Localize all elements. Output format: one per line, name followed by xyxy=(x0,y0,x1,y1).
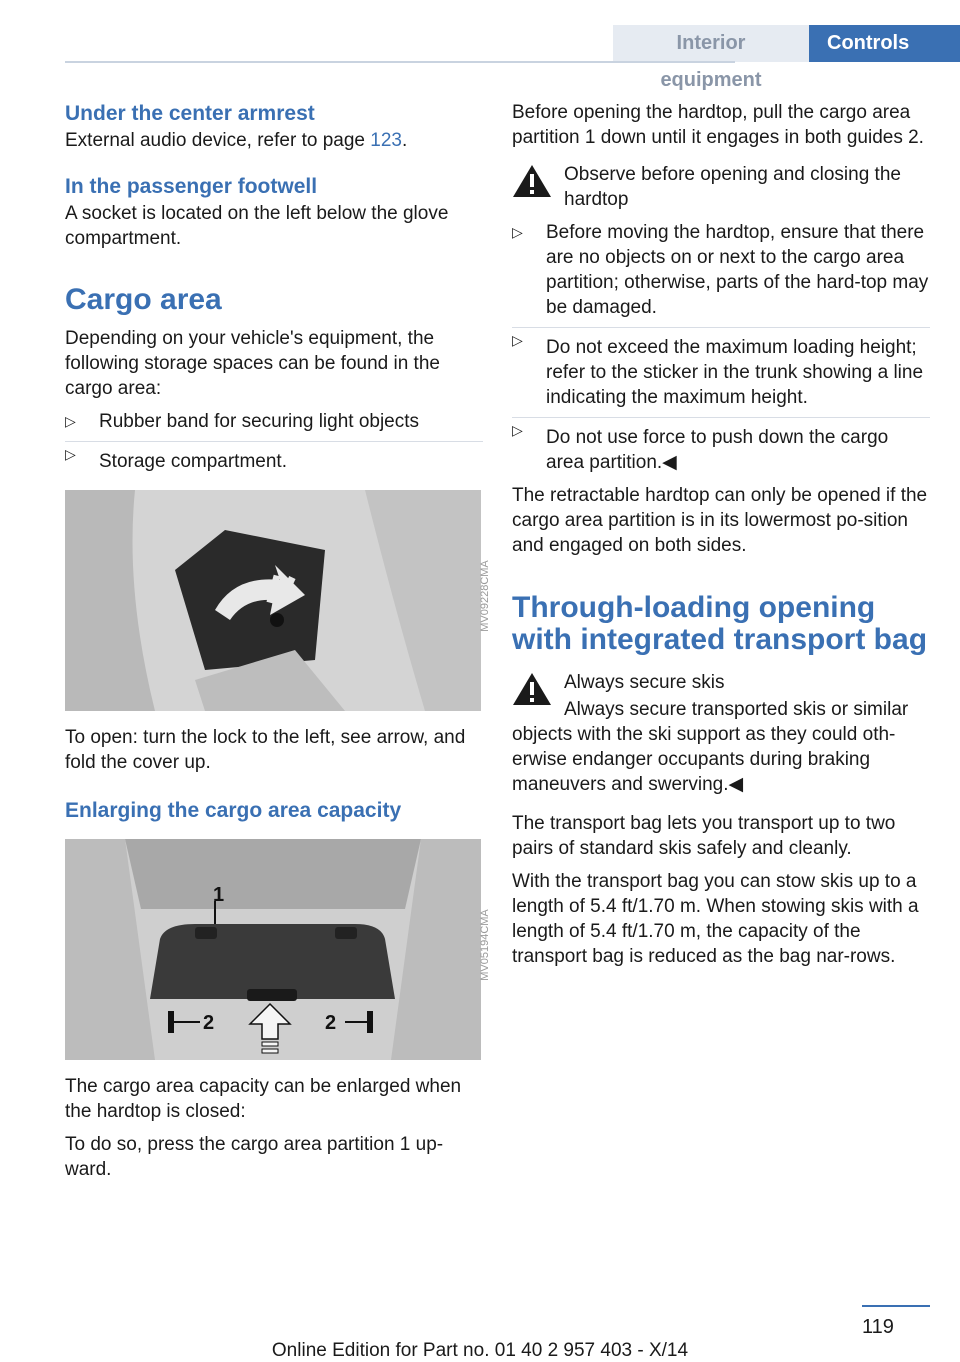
cargo-partition-illustration xyxy=(65,839,481,1060)
cargo-intro: Depending on your vehicle's equipment, the following storage spaces can be found in the cargo area: xyxy=(65,328,440,399)
warning-hardtop xyxy=(512,162,930,212)
warning-title: Observe before opening and closing the hardtop xyxy=(564,164,901,210)
heading-footwell: In the passenger footwell xyxy=(65,175,318,198)
heading-enlarge: Enlarging the cargo area capacity xyxy=(65,799,402,822)
retractable-hardtop-text: The retractable hardtop can only be opened if the cargo area partition is in its lowermost po-sition and engaged on both sides. xyxy=(512,485,928,556)
chapter-tab[interactable]: Controls xyxy=(809,25,960,62)
figure-code: MV09228CMA xyxy=(479,560,492,632)
warning-text-first: Always secure transported skis or similar xyxy=(564,699,909,720)
bullet-icon: ▷ xyxy=(65,446,76,462)
list-item xyxy=(512,220,930,320)
list-item-text: Do not exceed the maximum loading height; refer to the sticker in the trunk showing a line indicating the maximum height. xyxy=(546,337,924,408)
before-opening-text: Before opening the hardtop, pull the cargo area partition 1 down until it engages in both guides 2. xyxy=(512,102,924,148)
list-item xyxy=(65,441,483,474)
footwell-text: A socket is located on the left below the glove compartment. xyxy=(65,203,449,249)
page-link[interactable]: 123 xyxy=(370,130,402,151)
warning-skis xyxy=(512,670,930,722)
warning-icon xyxy=(512,164,552,198)
header-rule xyxy=(65,61,735,63)
cargo-partition-figure xyxy=(65,839,492,1060)
bullet-icon: ▷ xyxy=(512,332,523,348)
bullet-icon: ▷ xyxy=(65,413,76,429)
left-column xyxy=(65,100,492,1182)
warning-text-rest: objects with the ski support as they could oth-erwise endanger occupants during braking maneuvers and swerving.◀ xyxy=(512,724,896,795)
heading-through-loading: Through-loading opening with integrated transport bag xyxy=(512,591,928,656)
armrest-text-prefix: External audio device, refer to page xyxy=(65,130,371,151)
footer-rule xyxy=(862,1305,930,1307)
list-item xyxy=(512,327,930,410)
right-column xyxy=(512,100,930,969)
enlarge-text-1: The cargo area capacity can be enlarged when the hardtop is closed: xyxy=(65,1076,462,1122)
warning-title: Always secure skis xyxy=(564,672,725,693)
list-item-text: Rubber band for securing light objects xyxy=(99,411,420,432)
enlarge-text-2: To do so, press the cargo area partition 1 up-ward. xyxy=(65,1134,444,1180)
list-item xyxy=(65,409,483,434)
transport-bag-text-1: The transport bag lets you transport up to two pairs of standard skis safely and cleanly. xyxy=(512,813,896,859)
page-number: 119 xyxy=(862,1316,894,1338)
list-item-text: Storage compartment. xyxy=(99,451,287,472)
armrest-text xyxy=(65,128,483,153)
list-item xyxy=(512,417,930,475)
cargo-list xyxy=(65,409,483,474)
storage-compartment-figure xyxy=(65,490,492,711)
heading-cargo-area: Cargo area xyxy=(65,283,222,316)
section-tab[interactable]: Interior equipment xyxy=(613,25,809,62)
figure-label-2-right: 2 xyxy=(325,1012,337,1034)
figure-label-2-left: 2 xyxy=(203,1012,215,1034)
warning-list xyxy=(512,220,930,475)
edition-text: Online Edition for Part no. 01 40 2 957 403 - X/14 xyxy=(271,1340,689,1361)
storage-compartment-illustration xyxy=(65,490,481,711)
warning-icon xyxy=(512,672,552,706)
list-item-text: Before moving the hardtop, ensure that there are no objects on or next to the cargo area partition; otherwise, parts of the hard-top may be damaged. xyxy=(546,222,929,318)
header-tabs xyxy=(613,25,960,91)
armrest-text-suffix: . xyxy=(401,130,408,151)
bullet-icon: ▷ xyxy=(512,224,523,240)
figure-code: MV05194CMA xyxy=(479,909,492,981)
bullet-icon: ▷ xyxy=(512,422,523,438)
list-item-text: Do not use force to push down the cargo area partition.◀ xyxy=(546,427,889,473)
figure-label-1: 1 xyxy=(213,884,225,906)
heading-armrest: Under the center armrest xyxy=(65,102,315,125)
open-instructions: To open: turn the lock to the left, see arrow, and fold the cover up. xyxy=(65,727,466,773)
transport-bag-text-2: With the transport bag you can stow skis up to a length of 5.4 ft/1.70 m. When stowing skis with a length of 5.4 ft/1.70 m, the capacity of the transport bag is reduced as the bag nar-rows. xyxy=(512,871,919,967)
